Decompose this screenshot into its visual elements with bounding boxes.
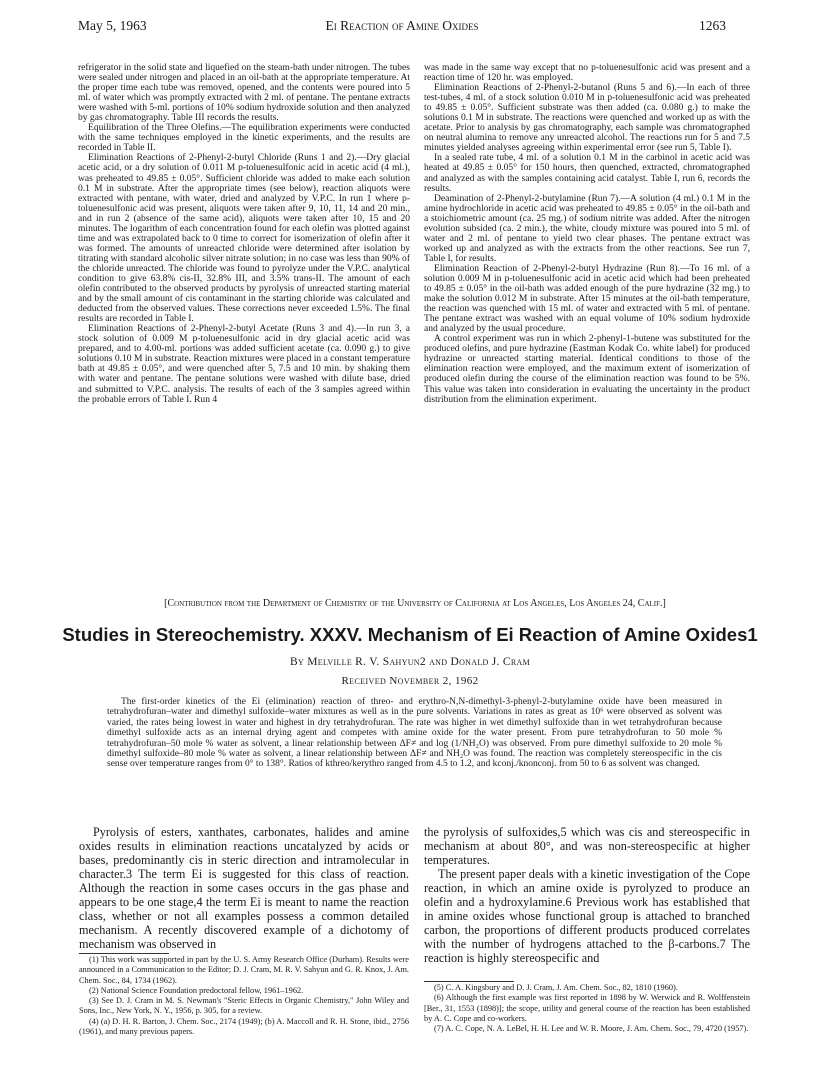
- footnote: (5) C. A. Kingsbury and D. J. Cram, J. Am. Chem. Soc., 82, 1810 (1960).: [434, 983, 678, 992]
- header-page-number: 1263: [699, 18, 726, 33]
- abstract: [107, 697, 722, 770]
- paragraph: The present paper deals with a kinetic investigation of the Cope reaction, in which an amine oxide is pyrolyzed to produce an olefin and a hydroxylamine.6 Previous work has established that in amine oxides whose functional group is attached to branched carbon, the proportions of different products produced correlates with the number of hydrogens attached to the β-carbons.7 The reaction is highly stereospecific and: [424, 867, 750, 966]
- footnote-rule-left: [79, 953, 169, 954]
- footnote: (3) See D. J. Cram in M. S. Newman's "Steric Effects in Organic Chemistry," John Wiley and Sons, Inc., New York, N. Y., 1956, p. 305, for a review.: [79, 996, 409, 1016]
- paragraph: Deamination of 2-Phenyl-2-butylamine (Run 7).—A solution (4 ml.) 0.1 M in the amine hydrochloride in acetic acid was preheated to 49.85 ± 0.05° in the oil-bath and a stoichiometric amount (ca. 25 mg.) of sodium nitrite was added. After the nitrogen evolution subsided (ca. 2 min.), the white, cloudy mixture was poured into 5 ml. of water and 2 ml. of pentane to yield two clear phases. The pentane extract was worked up and analyzed as with the extracts from the other reactions. See run 7, Table I, for results.: [424, 192, 750, 264]
- footnote-rule-right: [424, 981, 514, 982]
- abstract-text: The first-order kinetics of the Ei (elimination) reaction of threo- and erythro-N,N-dimethyl-3-phenyl-2-butylamine oxide have been measured in tetrahydrofuran–water and dimethyl sulfoxide–water mixtures as well as in the pure solvents. Variations in rates as great as 10⁶ were observed as solvent was varied, the rates being lowest in water and highest in dry tetrahydrofuran. The rate was higher in wet dimethyl sulfoxide than in wet tetrahydrofuran because dimethyl sulfoxide acts as an internal drying agent and competes with amine oxide for the water present. From pure tetrahydrofuran to 50 mole % tetrahydrofuran–50 mole % water as solvent, a linear relationship between ΔF≠ and log (1/NH₂O) was observed. From pure dimethyl sulfoxide to 20 mole % dimethyl sulfoxide–80 mole % water as solvent, a linear relationship between ΔF≠ and NH₂O was found. The reaction was completely stereospecific in the cis sense over temperature ranges from 0° to 138°. Ratios of kthreo/kerythro ranged from 4.5 to 1.2, and kconj./knonconj. from 50 to 6 as solvent was changed.: [107, 697, 722, 770]
- paragraph: A control experiment was run in which 2-phenyl-1-butene was substituted for the produced olefins, and pure hydrazine (Eastman Kodak Co. white label) for produced hydrazine or unreacted starting material. Identical conditions to those of the elimination reaction were employed, and the maximum extent of isomerization of produced olefin during the course of the elimination reaction was found to be 5%. This value was taken into consideration in evaluating the uncertainty in the product distribution from the elimination experiment.: [424, 333, 750, 405]
- paragraph: refrigerator in the solid state and liquefied on the steam-bath under nitrogen. The tubes were sealed under nitrogen and placed in an oil-bath at the appropriate temperature. At the proper time each tube was removed, opened, and the contents were poured into 5 ml. of water which was promptly extracted with 2 ml. of pentane. The pentane extracts were washed with 5-ml. portions of 10% sodium hydroxide solution and then analyzed by gas chromatography. Table III records the results.: [78, 62, 410, 124]
- footnotes-left: [79, 955, 409, 1037]
- paragraph: the pyrolysis of sulfoxides,5 which was cis and stereospecific in mechanism at about 80°, and was non-stereospecific at higher temperatures.: [424, 825, 750, 868]
- paragraph: Elimination Reaction of 2-Phenyl-2-butyl Hydrazine (Run 8).—To 16 ml. of a solution 0.009 M in p-toluenesulfonic acid in acetic acid which had been preheated to 49.85 ± 0.05° in the oil-bath was added enough of the pure hydrazine (32 mg.) to make the solution 0.012 M in substrate. After 15 minutes at the oil-bath temperature, the reaction was quenched with 15 ml. of water and extracted with 5 ml. of pentane. The pentane extract was washed with an equal volume of 10% sodium hydroxide and analyzed by the usual procedure.: [424, 262, 750, 335]
- footnote: (2) National Science Foundation predoctoral fellow, 1961–1962.: [89, 985, 304, 995]
- footnote: (7) A. C. Cope, N. A. LeBel, H. H. Lee and W. R. Moore, J. Am. Chem. Soc., 79, 4720 (1957).: [434, 1024, 749, 1034]
- footnote: (1) This work was supported in part by the U. S. Army Research Office (Durham). Results were announced in a Communication to the Editor; D. J. Cram, M. R. V. Sahyun and G. R. Knox, J. Am. Chem. Soc., 84, 1734 (1962).: [79, 955, 409, 985]
- paragraph: Elimination Reactions of 2-Phenyl-2-butyl Acetate (Runs 3 and 4).—In run 3, a stock solution of 0.009 M p-toluenesulfonic acid in dry glacial acetic acid was prepared, and to 4.00-ml. portions was added sufficient acetate (ca. 0.090 g.) to give solutions 0.10 M in substrate. Reaction mixtures were placed in a constant temperature bath at 49.85 ± 0.05°, and were quenched after 5, 7.5 and 10 min. by shaking them with water and pentane. The pentane solutions were washed with dilute base, dried and submitted to V.P.C. analysis. The results of each of the 3 samples agreed within the probable errors of Table I. Run 4: [78, 323, 410, 405]
- footnote: (4) (a) D. H. R. Barton, J. Chem. Soc., 2174 (1949); (b) A. Maccoll and R. H. Stone, ibid., 2756 (1961), and many previous papers.: [79, 1016, 409, 1037]
- paragraph: Elimination Reactions of 2-Phenyl-2-butanol (Runs 5 and 6).—In each of three test-tubes, 4 ml. of a stock solution 0.010 M in p-toluenesulfonic acid was preheated to 49.85 ± 0.05°. Sufficient substrate was then added (ca. 0.080 g.) to make the solutions 0.1 M in substrate. The reactions were quenched and worked up as with the acetate. Prior to analysis by gas chromatography, each sample was chromatographed on neutral alumina to remove any unreacted alcohol. The reactions run for 5 and 7.5 minutes yielded analyses agreeing within experimental error (see run 5, Table I).: [424, 82, 750, 154]
- body-right-column: [424, 825, 750, 965]
- article-title: Studies in Stereochemistry. XXXV. Mechanism of Ei Reaction of Amine Oxides1: [62, 624, 758, 645]
- footnotes-right: [424, 983, 750, 1034]
- paragraph: Equilibration of the Three Olefins.—The equilibration experiments were conducted with the same techniques employed in the kinetic experiments, and the results are recorded in Table II.: [78, 122, 410, 154]
- running-header: [78, 18, 726, 36]
- body-left-column: [79, 825, 409, 951]
- header-running-title: Ei Reaction of Amine Oxides: [325, 18, 479, 33]
- previous-article-right-column: [424, 63, 750, 405]
- received-date: Received November 2, 1962: [341, 675, 479, 687]
- paragraph: In a sealed rate tube, 4 ml. of a solution 0.1 M in the carbinol in acetic acid was heated at 49.85 ± 0.05° for 150 hours, then quenched, extracted, chromatographed and analyzed as with the samples containing acid catalyst. Table I, run 6, records the results.: [424, 152, 750, 194]
- paragraph: Pyrolysis of esters, xanthates, carbonates, halides and amine oxides results in elimination reactions uncatalyzed by acids or bases, predominantly cis in steric direction and intramolecular in character.3 The term Ei is suggested for this class of reaction. Although the reaction in some cases occurs in the gas phase and appears to be one stage,4 the term Ei is meant to name the reaction class, whether or not all examples possess a common detailed mechanism. A recently discovered example of a dichotomy of mechanism was observed in: [79, 825, 409, 952]
- footnote: (6) Although the first example was first reported in 1898 by W. Werwick and R. Wolffenstein [Ber., 31, 1553 (1898)]; the scope, utility and general course of the reaction has been established by A. C. Cope and co-workers.: [424, 993, 750, 1023]
- paragraph: Elimination Reactions of 2-Phenyl-2-butyl Chloride (Runs 1 and 2).—Dry glacial acetic acid, or a dry solution of 0.011 M p-toluenesulfonic acid in acetic acid (4 ml.), was preheated to 49.85 ± 0.05°. Sufficient chloride was added to make each solution 0.1 M in substrate. After the appropriate times (see below), reaction aliquots were extracted with pentane, with water, dried and analyzed by V.P.C. In run 1 where p-toluenesulfonic acid was present, aliquots were taken after 9, 10, 11, 14 and 20 min., and in run 2 (absence of the same acid), aliquots were taken after 10, 15 and 20 minutes. The logarithm of each concentration found for each olefin was plotted against time and was extrapolated back to 0 time to correct for isomerization of olefin after it was formed. The amounts of unreacted chloride were determined after isolation by titrating with standard alcoholic silver nitrate solution; in no case was less than 90% of the chloride unreacted. The chloride was found to pyrolyze under the V.P.C. analytical condition to give 63.8% cis-II, 32.8% III, and 3.5% trans-II. The amount of each olefin contributed to the observed products by pyrolysis of unreacted starting material and by the small amount of cis contaminant in the starting chloride was calculated and deducted from the observed values. These corrections never exceeded 1.5%. The final results are recorded in Table I.: [78, 152, 411, 325]
- contribution-line: [Contribution from the Department of Chemistry of the University of California at Los Angeles, Los Angeles 24, Calif.]: [164, 598, 666, 609]
- article-authors: By Melville R. V. Sahyun2 and Donald J. Cram: [290, 656, 530, 668]
- header-date: May 5, 1963: [78, 18, 147, 33]
- previous-article-left-column: [78, 63, 410, 405]
- paragraph: was made in the same way except that no p-toluenesulfonic acid was present and a reaction time of 120 hr. was employed.: [424, 62, 750, 84]
